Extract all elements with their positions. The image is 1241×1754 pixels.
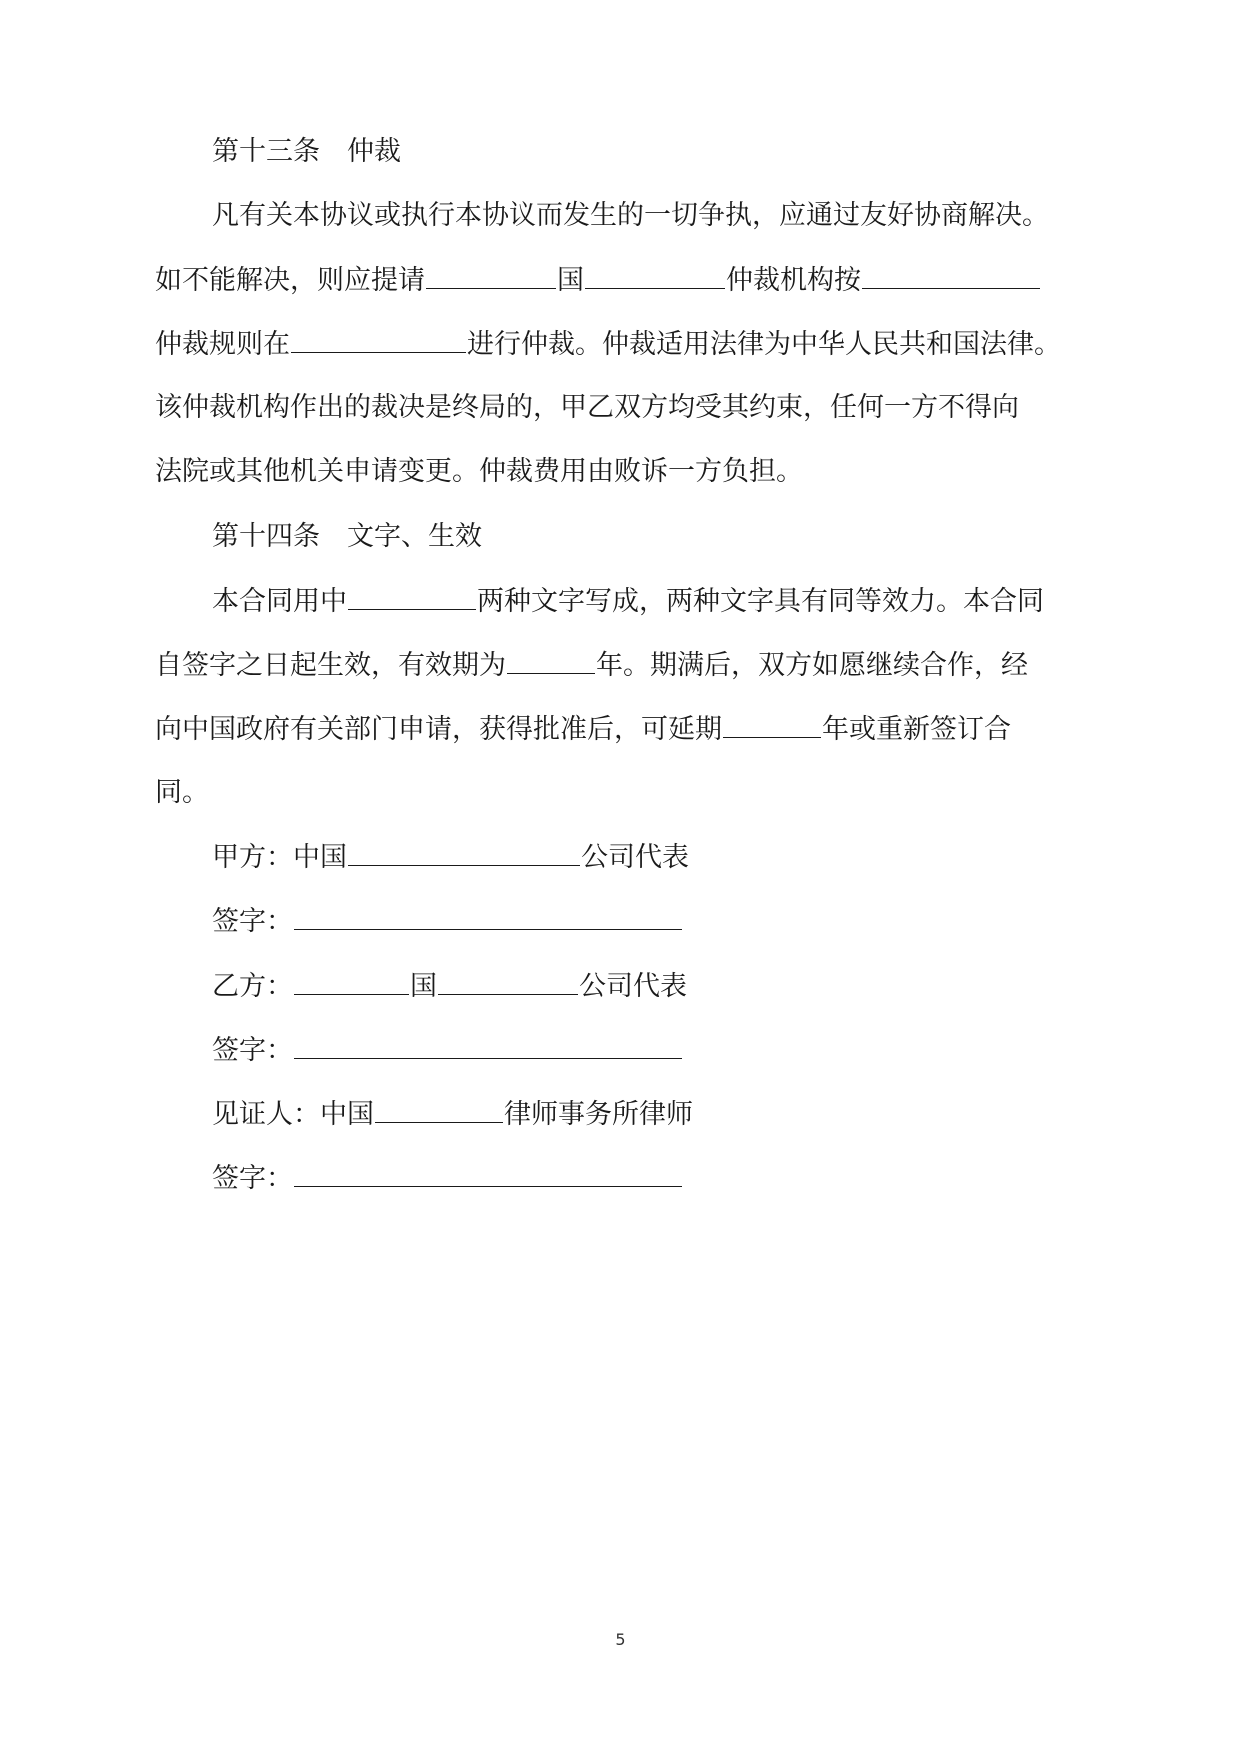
- article-13-line-4-text: 该仲裁机构作出的裁决是终局的，甲乙双方均受其约束，任何一方不得向: [155, 392, 1019, 423]
- party-b-label: 乙方：: [212, 971, 293, 1002]
- article-14-line-4-text: 同。: [155, 777, 209, 808]
- article-14-heading: [212, 517, 1100, 557]
- article-14-line-1: [212, 581, 1100, 621]
- article-14-line-3-a: 向中国政府有关部门申请，获得批准后，可延期: [155, 714, 722, 745]
- article-13-line-1: [212, 196, 1100, 236]
- article-13-heading-text: 第十三条 仲裁: [212, 136, 401, 167]
- blank-field-party-b-company[interactable]: [438, 966, 578, 995]
- blank-field-language[interactable]: [348, 581, 476, 610]
- blank-field-witness-signature[interactable]: [294, 1158, 682, 1187]
- blank-field-arbitration-body[interactable]: [585, 260, 725, 289]
- party-b-country-suffix: 国: [410, 971, 437, 1002]
- article-14-line-1-a: 本合同用中: [212, 586, 347, 617]
- article-13-line-2-b: 国: [557, 265, 584, 296]
- article-13-line-5-text: 法院或其他机关申请变更。仲裁费用由败诉一方负担。: [155, 456, 803, 487]
- party-b-line: [212, 966, 1100, 1006]
- article-14-line-4: [155, 773, 1100, 813]
- witness-suffix: 律师事务所律师: [504, 1099, 693, 1130]
- page-number: 5: [615, 1630, 626, 1649]
- blank-field-validity-years[interactable]: [507, 645, 595, 674]
- article-13-line-2: [155, 260, 1100, 300]
- article-13-line-2-c: 仲裁机构按: [726, 265, 861, 296]
- blank-field-country[interactable]: [426, 260, 556, 289]
- article-14-line-2-b: 年。期满后，双方如愿继续合作，经: [596, 650, 1028, 681]
- witness-line: [212, 1094, 1100, 1134]
- blank-field-party-b-signature[interactable]: [294, 1030, 682, 1059]
- article-14-line-2: [155, 645, 1100, 685]
- blank-field-party-a-company[interactable]: [348, 837, 580, 866]
- party-a-label: 甲方：中国: [212, 842, 347, 873]
- blank-field-party-a-signature[interactable]: [294, 901, 682, 930]
- signature-label: 签字：: [212, 1035, 293, 1066]
- article-14-line-3-b: 年或重新签订合: [822, 714, 1011, 745]
- witness-signature-line: [212, 1158, 1100, 1198]
- blank-field-law-firm[interactable]: [375, 1094, 503, 1123]
- blank-field-extension-years[interactable]: [723, 709, 821, 738]
- blank-field-rules[interactable]: [862, 260, 1040, 289]
- article-14-heading-text: 第十四条 文字、生效: [212, 521, 482, 552]
- signature-label: 签字：: [212, 1163, 293, 1194]
- article-13-line-4: [155, 388, 1100, 428]
- witness-label: 见证人：中国: [212, 1099, 374, 1130]
- article-13-line-2-a: 如不能解决，则应提请: [155, 265, 425, 296]
- article-14-line-2-a: 自签字之日起生效，有效期为: [155, 650, 506, 681]
- article-14-line-1-b: 两种文字写成，两种文字具有同等效力。本合同: [477, 586, 1044, 617]
- article-13-line-1-text: 凡有关本协议或执行本协议而发生的一切争执，应通过友好协商解决。: [212, 200, 1049, 231]
- party-a-signature-line: [212, 901, 1100, 941]
- blank-field-party-b-country[interactable]: [294, 966, 409, 995]
- party-b-rep: 公司代表: [579, 971, 687, 1002]
- blank-field-location[interactable]: [291, 324, 466, 353]
- article-13-heading: [212, 132, 1100, 172]
- article-14-line-3: [155, 709, 1100, 749]
- article-13-line-3: [155, 324, 1100, 364]
- article-13-line-3-a: 仲裁规则在: [155, 329, 290, 360]
- article-13-line-5: [155, 452, 1100, 492]
- party-b-signature-line: [212, 1030, 1100, 1070]
- party-a-rep: 公司代表: [581, 842, 689, 873]
- signature-label: 签字：: [212, 906, 293, 937]
- party-a-line: [212, 837, 1100, 877]
- article-13-line-3-b: 进行仲裁。仲裁适用法律为中华人民共和国法律。: [467, 329, 1061, 360]
